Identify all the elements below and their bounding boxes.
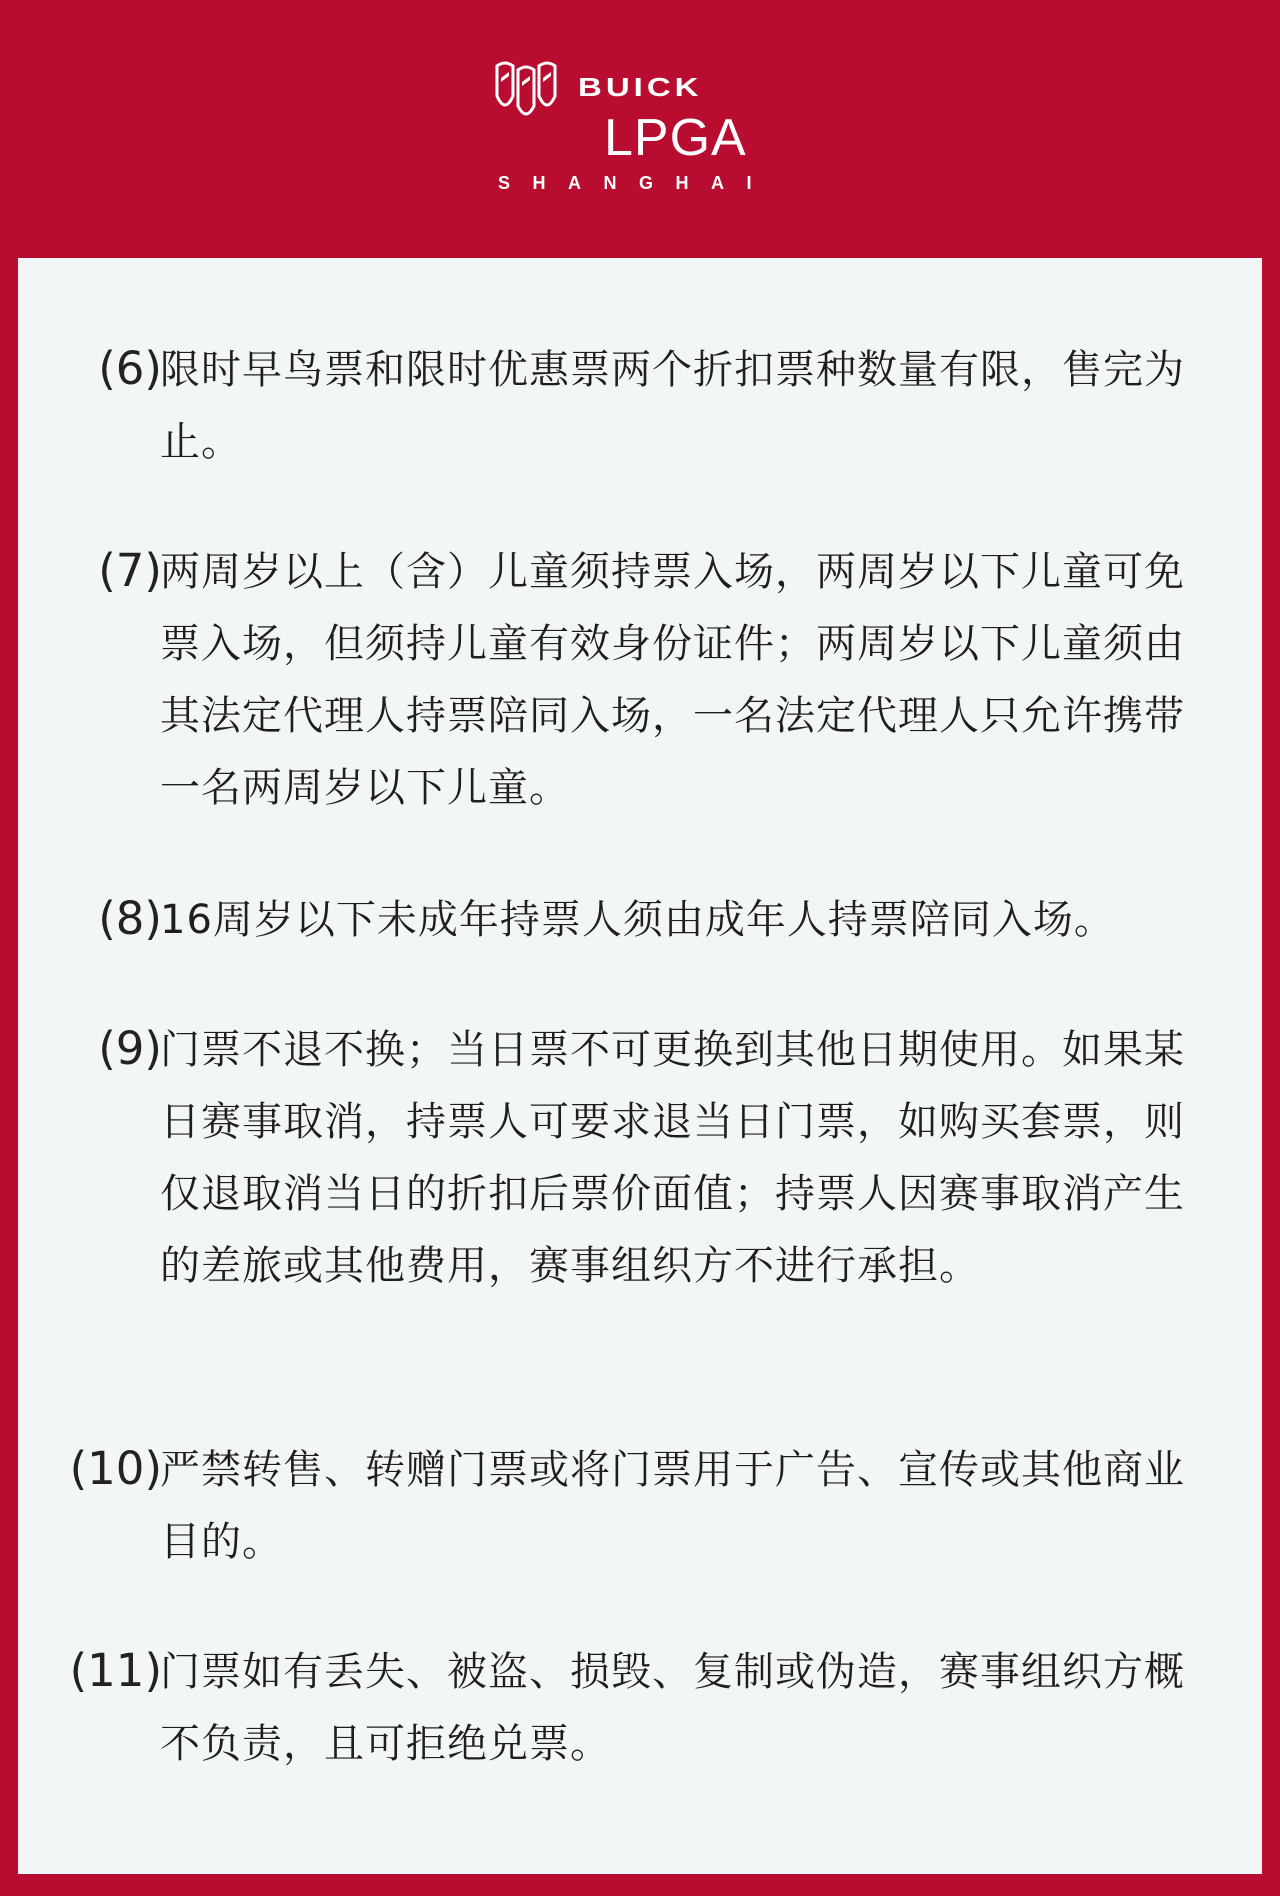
event-logo-text: LPGA xyxy=(604,109,747,167)
clause-text: 限时早鸟票和限时优惠票两个折扣票种数量有限，售完为止。 xyxy=(160,347,1185,465)
clause-text: 两周岁以上（含）儿童须持票入场，两周岁以下儿童可免票入场，但须持儿童有效身份证件；两周岁以下儿童须由其法定代理人持票陪同入场，一名法定代理人只允许携带一名两周岁以下儿童。 xyxy=(160,549,1185,811)
buick-tri-shield-icon xyxy=(492,56,562,126)
clause-text: 门票不退不换；当日票不可更换到其他日期使用。如果某日赛事取消，持票人可要求退当日门票，如购买套票，则仅退取消当日的折扣后票价面值；持票人因赛事取消产生的差旅或其他费用，赛事组织方不进行承担。 xyxy=(160,1027,1185,1289)
brand-logo-text: BUICK xyxy=(578,72,703,102)
clause-number: (11) xyxy=(69,1644,162,1697)
clause-number: (7) xyxy=(98,544,162,597)
clause-number: (8) xyxy=(98,892,162,945)
city-logo-text: SHANGHAI xyxy=(498,173,775,193)
terms-panel xyxy=(18,258,1262,1874)
clause-number: (9) xyxy=(98,1022,162,1075)
clause-number: (6) xyxy=(98,342,162,395)
clause-text: 门票如有丢失、被盗、损毁、复制或伪造，赛事组织方概不负责，且可拒绝兑票。 xyxy=(160,1649,1185,1767)
clause-text: 严禁转售、转赠门票或将门票用于广告、宣传或其他商业目的。 xyxy=(160,1447,1185,1565)
clause-text: 16周岁以下未成年持票人须由成年人持票陪同入场。 xyxy=(160,897,1115,943)
header-banner xyxy=(0,0,1280,256)
clause-number: (10) xyxy=(69,1442,162,1495)
